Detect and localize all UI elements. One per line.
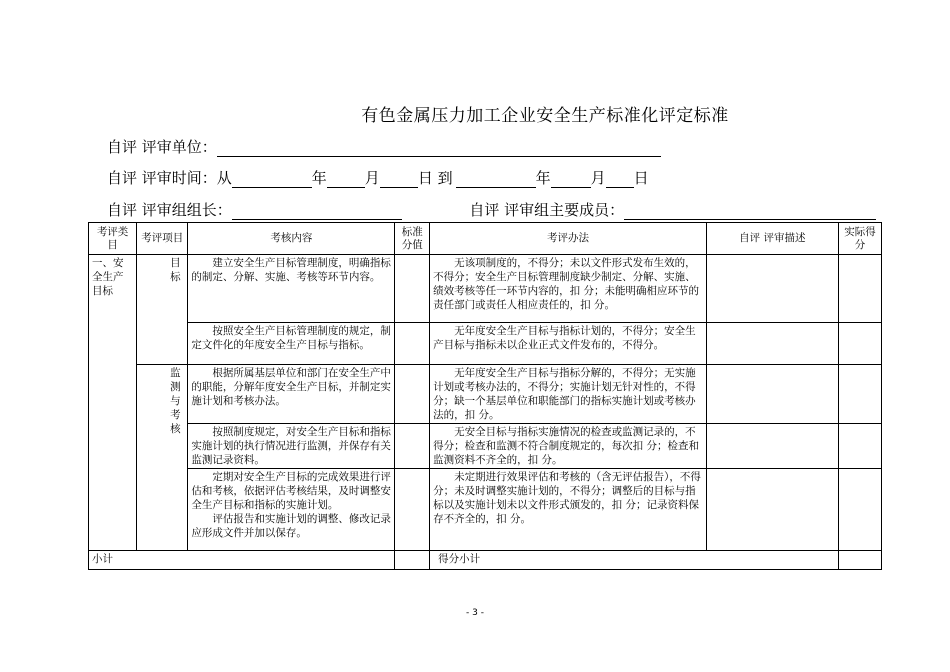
table-row bbox=[89, 255, 882, 323]
content-cell bbox=[188, 255, 395, 323]
subtotal-score-cell[interactable] bbox=[395, 551, 430, 570]
score-cell[interactable] bbox=[395, 255, 430, 323]
evaluation-unit-line bbox=[107, 136, 661, 157]
team-members-blank[interactable] bbox=[624, 203, 876, 220]
method-text: 无安全目标与指标实施情况的检查或监测记录的，不得分；检查和监测不符合制度规定的，每次扣 分；检查和监测资料不齐全的，扣 分。 bbox=[433, 426, 699, 466]
method-cell bbox=[430, 323, 707, 365]
content-text: 建立安全生产目标管理制度，明确指标的制定、分解、实施、考核等环节内容。 bbox=[191, 257, 391, 283]
method-text: 无年度安全生产目标与指标计划的，不得分；安全生产目标与指标未以企业正式文件发布的，不得分。 bbox=[433, 325, 696, 351]
content-cell bbox=[188, 365, 395, 424]
to-month-blank[interactable] bbox=[551, 171, 591, 188]
score-cell[interactable] bbox=[395, 323, 430, 365]
header-content: 考核内容 bbox=[188, 223, 395, 255]
subtotal-actual-cell[interactable] bbox=[838, 551, 881, 570]
score-subtotal-label: 得分小计 bbox=[430, 551, 839, 570]
table-header-row bbox=[89, 223, 882, 255]
subtotal-label: 小计 bbox=[89, 551, 395, 570]
actual-score-cell[interactable] bbox=[838, 323, 881, 365]
content-text: 按照安全生产目标管理制度的规定，制定文件化的年度安全生产目标与指标。 bbox=[191, 325, 391, 351]
evaluation-unit-label: 自评 评审单位： bbox=[107, 138, 217, 156]
team-members-label: 自评 评审组主要成员： bbox=[469, 201, 625, 219]
to-year-blank[interactable] bbox=[456, 171, 536, 188]
team-leader-blank[interactable] bbox=[232, 203, 402, 220]
evaluation-team-line bbox=[107, 199, 876, 220]
page-number: - 3 - bbox=[466, 608, 484, 618]
from-year-label: 年 bbox=[311, 169, 327, 187]
description-cell[interactable] bbox=[706, 365, 838, 424]
to-year-label: 年 bbox=[535, 169, 551, 187]
evaluation-table bbox=[88, 222, 882, 570]
item-monitoring-cell bbox=[137, 365, 188, 551]
description-cell[interactable] bbox=[706, 424, 838, 469]
table-row bbox=[89, 469, 882, 551]
content-text: 根据所属基层单位和部门在安全生产中的职能，分解年度安全生产目标，并制定实施计划和考核办法。 bbox=[191, 367, 391, 407]
content-text: 定期对安全生产目标的完成效果进行评估和考核，依据评估考核结果，及时调整安全生产目标和指标的实施计划。 bbox=[191, 471, 391, 511]
score-cell[interactable] bbox=[395, 424, 430, 469]
item-target-cell bbox=[137, 255, 188, 365]
method-cell bbox=[430, 424, 707, 469]
to-month-label: 月 bbox=[590, 169, 606, 187]
content-text: 按照制度规定，对安全生产目标和指标实施计划的执行情况进行监测，并保存有关监测记录资料。 bbox=[191, 426, 391, 466]
content-cell bbox=[188, 424, 395, 469]
actual-score-cell[interactable] bbox=[838, 469, 881, 551]
to-day-blank[interactable] bbox=[606, 171, 634, 188]
table-row bbox=[89, 424, 882, 469]
to-day-label: 日 bbox=[633, 169, 649, 187]
header-description: 自评 评审描述 bbox=[706, 223, 838, 255]
from-year-blank[interactable] bbox=[232, 171, 312, 188]
subtotal-row bbox=[89, 551, 882, 570]
header-category: 考评类目 bbox=[89, 223, 137, 255]
header-score: 标准分值 bbox=[395, 223, 430, 255]
evaluation-unit-blank[interactable] bbox=[217, 140, 661, 157]
header-method: 考评办法 bbox=[430, 223, 707, 255]
method-cell bbox=[430, 365, 707, 424]
method-cell bbox=[430, 469, 707, 551]
method-text: 无年度安全生产目标与指标分解的，不得分；无实施计划或考核办法的，不得分；实施计划无针对性的，不得分；缺一个基层单位和职能部门的指标实施计划或考核办法的，扣 分。 bbox=[433, 367, 696, 421]
content-text-extra: 评估报告和实施计划的调整、修改记录应形成文件并加以保存。 bbox=[191, 513, 391, 539]
description-cell[interactable] bbox=[706, 323, 838, 365]
document-title: 有色金属压力加工企业安全生产标准化评定标准 bbox=[361, 106, 729, 126]
table-row bbox=[89, 323, 882, 365]
to-label: 到 bbox=[437, 169, 453, 187]
description-cell[interactable] bbox=[706, 469, 838, 551]
evaluation-time-line bbox=[107, 167, 649, 188]
content-cell bbox=[188, 469, 395, 551]
from-month-label: 月 bbox=[364, 169, 380, 187]
content-cell bbox=[188, 323, 395, 365]
item-monitoring-label: 监测与考核 bbox=[170, 367, 181, 435]
from-day-label: 日 bbox=[417, 169, 433, 187]
category-cell: 一、安全生产目标 bbox=[89, 255, 137, 551]
header-actual-score: 实际得分 bbox=[838, 223, 881, 255]
actual-score-cell[interactable] bbox=[838, 424, 881, 469]
score-cell[interactable] bbox=[395, 469, 430, 551]
method-text: 无该项制度的，不得分；未以文件形式发布生效的，不得分；安全生产目标管理制度缺少制定、分解、实施、绩效考核等任一环节内容的，扣 分；未能明确相应环节的责任部门或责任人相应责任的，扣 分。 bbox=[433, 257, 699, 311]
from-day-blank[interactable] bbox=[380, 171, 418, 188]
actual-score-cell[interactable] bbox=[838, 255, 881, 323]
from-month-blank[interactable] bbox=[327, 171, 365, 188]
evaluation-time-label: 自评 评审时间：从 bbox=[107, 169, 232, 187]
score-cell[interactable] bbox=[395, 365, 430, 424]
table-row bbox=[89, 365, 882, 424]
team-leader-label: 自评 评审组组长： bbox=[107, 201, 232, 219]
method-text: 未定期进行效果评估和考核的（含无评估报告），不得分；未及时调整实施计划的，不得分；调整后的目标与指标以及实施计划未以文件形式颁发的，扣 分；记录资料保存不齐全的，扣 分。 bbox=[433, 471, 701, 525]
header-item: 考评项目 bbox=[137, 223, 188, 255]
method-cell bbox=[430, 255, 707, 323]
actual-score-cell[interactable] bbox=[838, 365, 881, 424]
item-target-label: 目标 bbox=[170, 257, 181, 283]
description-cell[interactable] bbox=[706, 255, 838, 323]
